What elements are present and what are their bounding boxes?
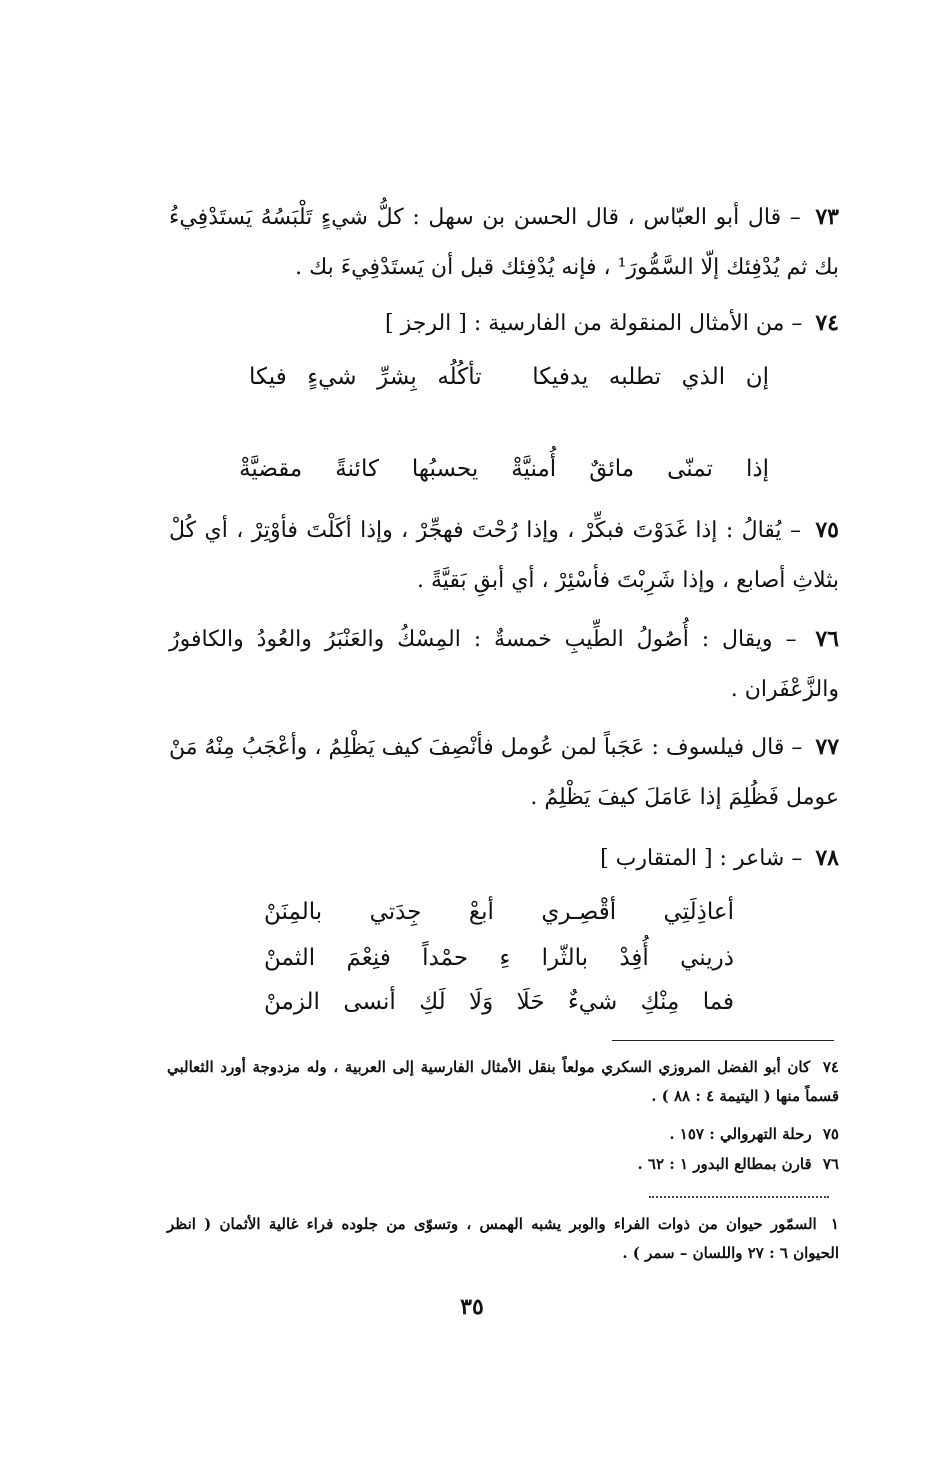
verse-word: يحسبُها	[411, 456, 479, 482]
verse-word: تأكُلُه	[437, 364, 482, 390]
verse-word: إذا	[745, 456, 769, 482]
heading-text: – شاعر : [ المتقارب ]	[600, 846, 803, 871]
footnote-text: كان أبو الفضل المروزي السكري مولعاً بنقل الأمثال الفارسية إلى العربية ، وله مزدوجة أورد الثعالبي قسماً منها ( اليتيمة ٤ : ٨٨ ) .	[167, 1058, 839, 1105]
verse-word: فما	[702, 989, 734, 1015]
verse-word: أنسى	[343, 989, 396, 1015]
verse-word: أعاذِلَتِي	[663, 899, 734, 925]
paragraph-text: – ويقال : أُصُولُ الطِّيبِ خمسةٌ : المِسْكُ والعَنْبَرُ والعُودُ والكافورُ والزَّعْفَران .	[169, 627, 839, 702]
footnote-rule	[612, 1040, 834, 1041]
footnote-number: ٧٤	[822, 1058, 839, 1076]
footnote-1	[167, 1210, 839, 1268]
paragraph-77	[169, 722, 839, 823]
verse-word: تمنّى	[667, 456, 713, 482]
verse-word: ذريني	[680, 945, 734, 971]
item-number: ٧٣	[815, 204, 839, 230]
item-number: ٧٥	[815, 517, 839, 543]
verse-word: جِدَتي	[369, 899, 422, 925]
footnote-number: ١	[830, 1215, 839, 1233]
footnote-text: السمّور حيوان من ذوات الفراء والوبر يشبه الهمس ، وتسوّى من جلوده فراء غالية الأثمان ( انظر الحيوان ٦ : ٢٧ واللسان – سمر ) .	[167, 1215, 839, 1262]
verse-word: حمْداً	[422, 945, 469, 971]
verse-line	[239, 452, 769, 486]
verse-word: أبعْ	[468, 899, 494, 925]
footnote-number: ٧٥	[822, 1125, 839, 1143]
footnote-74	[167, 1053, 839, 1111]
verse-word: بالمِنَنْ	[264, 899, 323, 925]
footnote-number: ٧٦	[822, 1155, 839, 1173]
paragraph-text: – يُقالُ : إذا غَدَوْتَ فبكِّرْ ، وإذا رُحْتَ فهجِّرْ ، وإذا أكَلْتَ فأوْتِرْ ، أي كُلْ بثلاثِ أصابع ، وإذا شَرِبْتَ فأسْئِرْ ، أي أبقِ بَقيَّةً .	[169, 518, 839, 593]
verse-word: أقْصِـري	[541, 899, 617, 925]
item-number: ٧٤	[815, 310, 839, 336]
verse-line	[264, 895, 734, 929]
verse-word: يدفيكا	[532, 364, 589, 390]
footnote-75	[167, 1120, 839, 1149]
heading-78	[600, 843, 839, 874]
verse-word: الذي	[681, 364, 726, 390]
verse-word: الثمنْ	[264, 945, 316, 971]
verse-word: مِنْكِ	[640, 989, 680, 1015]
heading-text: – من الأمثال المنقولة من الفارسية : [ الرجز ]	[385, 311, 803, 336]
verse-word: مائقٌ	[589, 456, 635, 482]
footnote-dotted-rule	[649, 1196, 829, 1198]
verse-word: فنِعْمَ	[346, 945, 391, 971]
verse-word: ءِ	[499, 945, 511, 971]
verse-line	[264, 941, 734, 975]
paragraph-76	[169, 614, 839, 715]
verse-word: فيكا	[249, 364, 287, 390]
verse-line	[264, 985, 734, 1019]
verse-word: شيءٌ	[567, 989, 618, 1015]
verse-line	[249, 360, 769, 394]
footnote-text: رحلة التهروالي : ١٥٧ .	[669, 1125, 812, 1143]
verse-word: مقضيَّةْ	[239, 456, 303, 482]
verse-word: أُمنيَّةْ	[511, 456, 557, 482]
verse-word: أُفِدْ	[619, 945, 649, 971]
verse-word: لَكِ	[419, 989, 446, 1015]
verse-word: إن	[745, 364, 769, 390]
verse-word: بالثّرا	[541, 945, 589, 971]
item-number: ٧٧	[815, 734, 840, 760]
item-number: ٧٦	[815, 626, 839, 652]
verse-word: بِشرِّ	[377, 364, 417, 390]
paragraph-75	[169, 505, 839, 606]
verse-word: تطلبه	[608, 364, 662, 390]
item-number: ٧٨	[815, 845, 839, 871]
footnote-76	[167, 1150, 839, 1179]
heading-74	[385, 308, 839, 339]
verse-word: وَلَا	[469, 989, 494, 1015]
footnote-text: قارن بمطالع البدور ١ : ٦٢ .	[637, 1155, 812, 1173]
page-number: ٣٥	[460, 1294, 484, 1320]
paragraph-text: – قال أبو العبّاس ، قال الحسن بن سهل : كلُّ شيءٍ تَلْبَسُهُ يَستَدْفِيءُ بك ثم يُدْفِئك إلّا السَّمُّورَ¹ ، فإنه يُدْفِئك قبل أن يَستَدْفِيءَ بك .	[169, 205, 839, 280]
paragraph-text: – قال فيلسوف : عَجَباً لمن عُومل فأنْصِفَ كيف يَظْلِمُ ، وأعْجَبُ مِنْهُ مَنْ عومل فَظُلِمَ إذا عَامَلَ كيفَ يَظْلِمُ .	[169, 735, 839, 810]
verse-word: حَلَا	[516, 989, 545, 1015]
verse-word: شيءٍ	[307, 364, 357, 390]
verse-word: الزمنْ	[264, 989, 320, 1015]
verse-word: كائنةً	[335, 456, 379, 482]
paragraph-73	[169, 192, 839, 293]
